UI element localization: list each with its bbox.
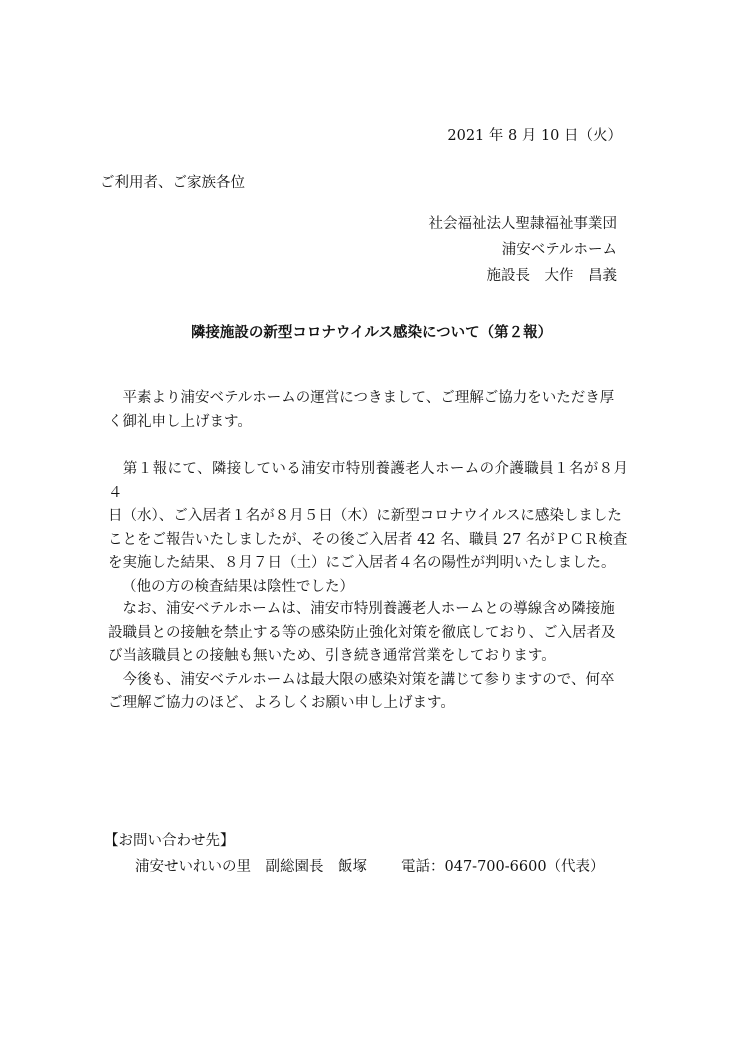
greeting-line-2: く御礼申し上げます。 — [108, 413, 252, 430]
closing-line-1: 今後も、浦安ベテルホームは最大限の感染対策を講じて参りますので、何卒 — [108, 671, 615, 688]
report-line-4: を実施した結果、８月７日（土）にご入居者４名の陽性が判明いたしました。 — [108, 555, 616, 571]
contact-person: 浦安せいれいの里 副総園長 飯塚 — [135, 859, 367, 875]
status-line-1: なお、浦安ベテルホームは、浦安市特別養護老人ホームとの導線含め隣接施 — [108, 601, 615, 617]
sender-block — [429, 211, 618, 289]
contact-phone: 電話：047-700-6600（代表） — [401, 859, 605, 875]
status-line-3: び当該職員との接触も無いため、引き続き通常営業をしております。 — [108, 648, 556, 664]
sender-facility: 浦安ベテルホーム — [501, 242, 617, 258]
status-paragraph — [108, 598, 628, 716]
document-date: 2021 年 8 月 10 日（火） — [447, 128, 622, 144]
report-line-3: ことをご報告いたしましたが、その後ご入居者 42 名、職員 27 名がＰＣＲ検査 — [108, 531, 628, 548]
report-paragraph — [108, 458, 628, 599]
report-note: （他の方の検査結果は陰性でした） — [122, 578, 354, 595]
document-title: 隣接施設の新型コロナウイルス感染について（第２報） — [190, 325, 553, 341]
closing-line-2: ご理解ご協力のほど、よろしくお願い申し上げます。 — [108, 695, 455, 711]
contact-heading: 【お問い合わせ先】 — [104, 833, 235, 849]
report-line-1: 第１報にて、隣接している浦安市特別養護老人ホームの介護職員１名が８月４ — [108, 461, 628, 501]
sender-organization: 社会福祉法人聖隷福祉事業団 — [428, 216, 617, 232]
status-line-2: 設職員との接触を禁止する等の感染防止強化対策を徹底しており、ご入居者及 — [108, 624, 616, 641]
report-line-2: 日（水）、ご入居者１名が８月５日（木）に新型コロナウイルスに感染しました — [108, 508, 622, 524]
sender-director: 施設長 大作 昌義 — [486, 268, 617, 284]
greeting-paragraph — [108, 387, 628, 434]
greeting-line-1: 平素より浦安ベテルホームの運営につきまして、ご理解ご協力をいただき厚 — [108, 390, 615, 406]
addressee: ご利用者、ご家族各位 — [100, 175, 245, 191]
